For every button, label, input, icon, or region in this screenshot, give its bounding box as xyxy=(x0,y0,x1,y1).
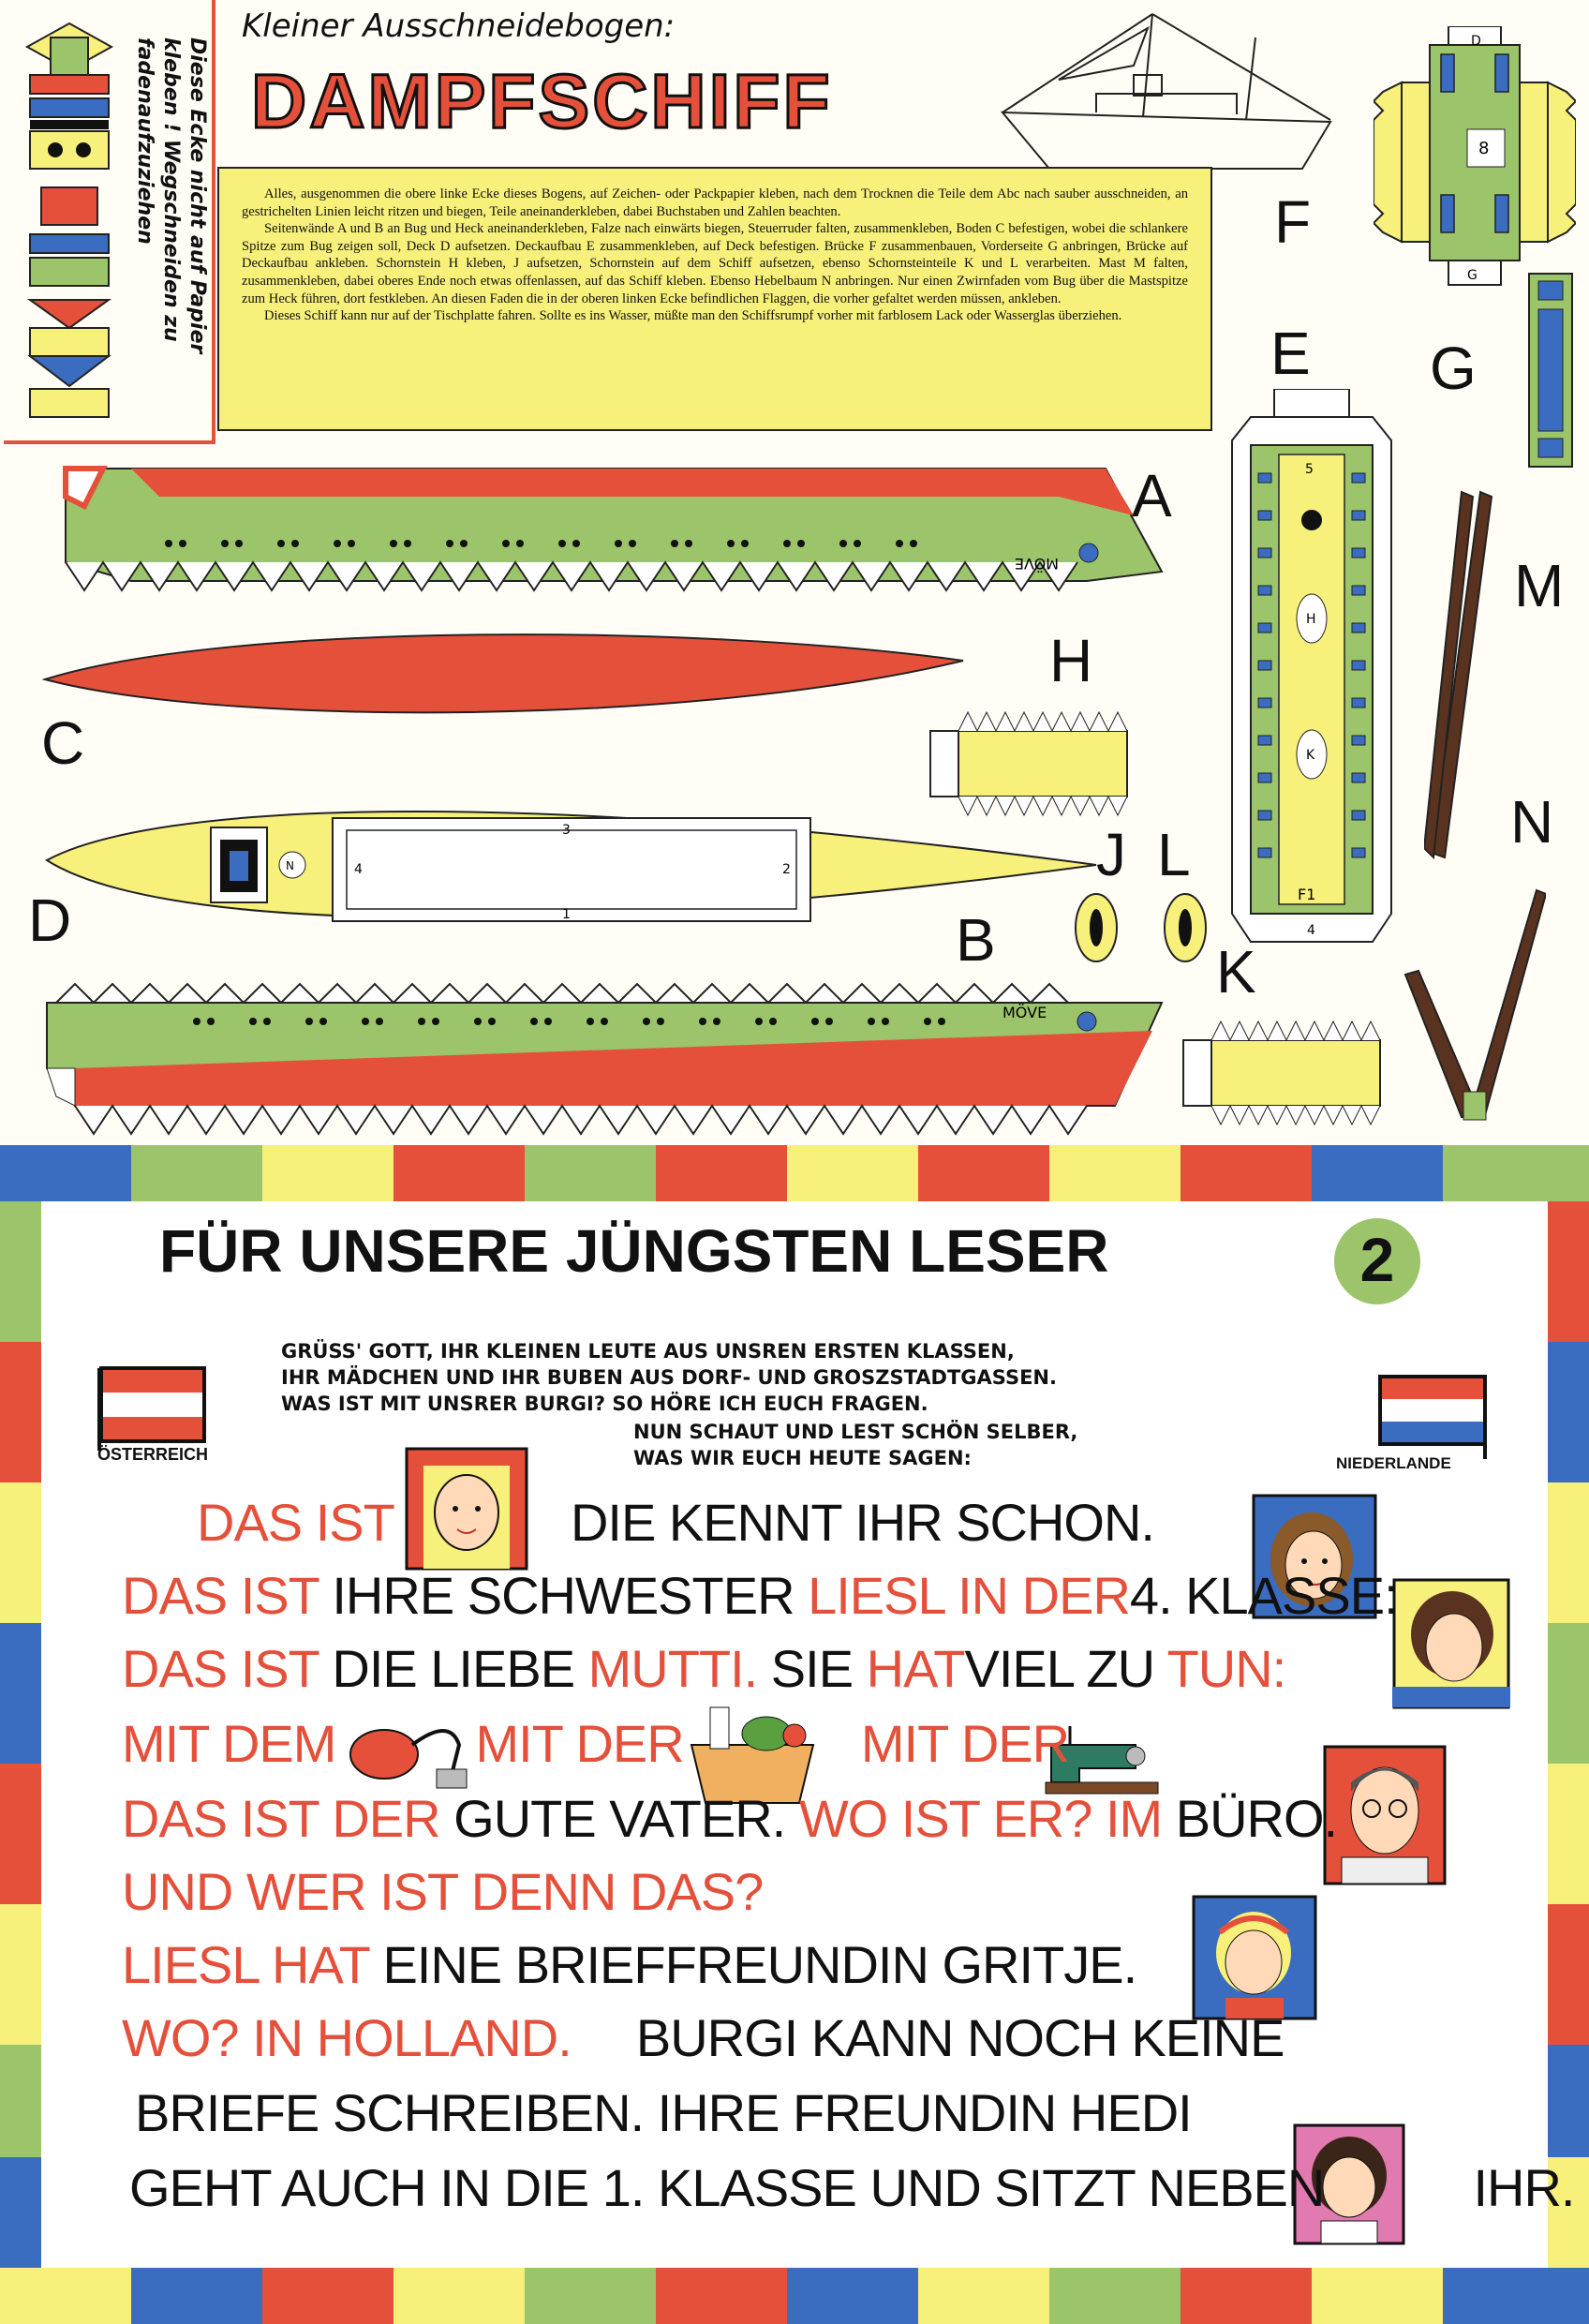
part-f-bridge xyxy=(1374,26,1576,298)
flag-netherlands-label: NIEDERLANDE xyxy=(1336,1454,1451,1472)
e-mark-f1: F1 xyxy=(1298,886,1316,903)
flag-strip xyxy=(22,19,116,422)
label-b: B xyxy=(956,906,996,974)
part-n-boom xyxy=(1396,881,1546,1125)
line-9-part-a: BRIEFE SCHREIBEN. IHRE FREUNDIN HEDI xyxy=(135,2083,1192,2142)
part-k-chimney xyxy=(1176,1012,1391,1134)
line-2-part-b: IHRE SCHWESTER xyxy=(332,1566,794,1625)
part-b-side-wall xyxy=(37,975,1190,1143)
part-e-superstructure xyxy=(1223,389,1401,951)
intro-line-4: NUN SCHAUT UND LEST SCHÖN SELBER, xyxy=(633,1421,1078,1443)
instructions-paragraph-1: Alles, ausgenommen die obere linke Ecke dieses Bogens, auf Zeichen- oder Packpapier kleben, nach dem Trocknen die Teile dem Abc nach sauber ausschneiden, an gestrichelten Linien leicht ritzen und biegen, Teile aneinanderkleben, dabei Buchstaben und Zahlen beachten. xyxy=(242,186,1188,219)
line-8-part-a: WO? IN HOLLAND. xyxy=(122,2008,572,2067)
reading-text xyxy=(122,1492,1575,2270)
line-2 xyxy=(122,1565,1398,1626)
label-j: J xyxy=(1096,821,1126,888)
flag-austria xyxy=(94,1366,215,1451)
line-3-part-g: TUN: xyxy=(1166,1639,1286,1698)
line-4-part-b: MIT DER xyxy=(475,1714,684,1773)
line-10-part-b: IHR. xyxy=(1473,2158,1575,2217)
d-mark-1: 1 xyxy=(562,907,571,922)
e-mark-top: 5 xyxy=(1305,462,1314,477)
d-mark-4: 4 xyxy=(354,862,363,877)
corner-note: Diese Ecke nicht auf Papier kleben ! Wegschneiden zu fadenaufzuziehen xyxy=(133,37,209,354)
line-1 xyxy=(197,1492,1154,1553)
line-7-part-a: LIESL HAT xyxy=(122,1935,369,1994)
intro-line-3: WAS IST MIT UNSRER BURGI? SO HÖRE ICH EUCH FRAGEN. xyxy=(281,1393,928,1415)
line-6-part-a: UND WER IST DENN DAS? xyxy=(122,1862,764,1921)
steamship-illustration xyxy=(993,9,1349,178)
flag-netherlands xyxy=(1373,1375,1494,1459)
part-l-cap xyxy=(1162,890,1209,965)
line-4 xyxy=(122,1713,1069,1774)
part-g-front xyxy=(1527,272,1574,469)
part-a-side-wall xyxy=(47,459,1171,609)
line-7 xyxy=(122,1934,1136,1995)
cutout-sheet xyxy=(0,0,1589,1143)
part-d-deck xyxy=(37,776,1106,963)
line-4-part-c: MIT DER xyxy=(860,1714,1070,1773)
line-5-part-c: WO IST ER? IM xyxy=(798,1789,1163,1848)
label-l: L xyxy=(1157,821,1191,888)
part-j-cap xyxy=(1073,890,1120,965)
line-2-part-a: DAS IST xyxy=(122,1566,319,1625)
line-2-part-d: 4. KLASSE: xyxy=(1129,1566,1398,1625)
reader-section xyxy=(0,1145,1589,2324)
f-mark-bottom: G xyxy=(1467,268,1478,283)
line-6 xyxy=(122,1861,763,1922)
reader-number-badge xyxy=(1334,1218,1420,1304)
d-mark-3: 3 xyxy=(562,823,571,838)
e-mark-k: K xyxy=(1306,748,1315,763)
instructions-paragraph-3: Dieses Schiff kann nur auf der Tischplatte fahren. Sollte es ins Wasser, müßte man den Schiffsrumpf vorher mit farblosem Lack oder Wasserglas überziehen. xyxy=(264,308,1122,324)
line-3-part-a: DAS IST xyxy=(122,1639,319,1698)
sheet-subtitle: Kleiner Ausschneidebogen: xyxy=(242,7,676,45)
line-10-part-a: GEHT AUCH IN DIE 1. KLASSE UND SITZT NEBEN xyxy=(129,2158,1325,2217)
d-mark-2: 2 xyxy=(782,862,791,877)
f-mark-num: 8 xyxy=(1478,139,1490,158)
line-3 xyxy=(122,1638,1285,1699)
instructions-box xyxy=(217,167,1212,431)
label-c: C xyxy=(41,709,85,777)
label-a: A xyxy=(1132,462,1172,529)
line-1-part-a: DAS IST xyxy=(197,1493,394,1552)
line-5 xyxy=(122,1788,1337,1849)
line-9 xyxy=(135,2082,1192,2143)
label-d: D xyxy=(28,886,72,954)
label-f: F xyxy=(1274,188,1312,256)
flag-austria-label: ÖSTERREICH xyxy=(97,1445,209,1464)
line-3-part-b: DIE LIEBE xyxy=(332,1639,575,1698)
line-5-part-d: BÜRO. xyxy=(1175,1789,1338,1848)
line-4-part-a: MIT DEM xyxy=(122,1714,336,1773)
instructions-paragraph-2: Seitenwände A und B an Bug und Heck aneinanderkleben, Falze nach einwärts biegen, Steuerruder falten, zusammenkleben, Boden C befestigen, wobei die schlankere Spitze zum Bug zeigen soll, Deck D aufsetzen. Deckaufbau E zusammenkleben, auf Deck befestigen. Brücke F zusammenbauen, Vorderseite G anbringen, Brücke auf Deckaufbau ankleben. Schornstein H kleben, J aufsetzen, Schornstein auf dem Schiff aufsetzen, ebenso Schornsteinteile K und L verarbeiten. Mast M falten, zusammenkleben, dabei oberes Ende noch etwas offenlassen, auf das Schiff kleben. Ebenso Hebelbaum N anbringen. Nur einen Zwirnfaden vom Bug über die Mastspitze zum Heck führen, dort festkleben. An diesen Faden die in der oberen linken Ecke befindlichen Flaggen, die vorher gefaltet werden müssen, ankleben. xyxy=(242,221,1188,306)
line-7-part-b: EINE BRIEFFREUNDIN GRITJE. xyxy=(382,1935,1137,1994)
hull-name-a: MÖVE xyxy=(1014,555,1059,573)
line-3-part-d: SIE xyxy=(770,1639,854,1698)
line-1-part-b: DIE KENNT IHR SCHON. xyxy=(570,1493,1154,1552)
reader-title: FÜR UNSERE JÜNGSTEN LESER xyxy=(159,1217,1109,1285)
line-10 xyxy=(129,2157,1574,2218)
e-mark-4: 4 xyxy=(1307,923,1315,938)
f-mark-top: D xyxy=(1471,34,1481,49)
line-3-part-c: MUTTI. xyxy=(587,1639,758,1698)
label-e: E xyxy=(1270,320,1311,387)
part-c-bottom xyxy=(36,618,973,731)
line-2-part-c: LIESL IN DER xyxy=(808,1566,1130,1625)
line-3-part-f: VIEL ZU xyxy=(964,1639,1155,1698)
part-m-mast xyxy=(1424,487,1499,862)
intro-line-2: IHR MÄDCHEN UND IHR BUBEN AUS DORF- UND GROSZSTADTGASSEN. xyxy=(281,1366,1057,1389)
label-m: M xyxy=(1514,552,1565,619)
line-5-part-b: GUTE VATER. xyxy=(453,1789,786,1848)
hull-name-b: MÖVE xyxy=(1002,1004,1047,1021)
label-g: G xyxy=(1430,335,1477,402)
d-mark-n: N xyxy=(286,859,294,872)
intro-line-1: GRÜSS' GOTT, IHR KLEINEN LEUTE AUS UNSREN ERSTEN KLASSEN, xyxy=(281,1340,1015,1363)
intro-line-5: WAS WIR EUCH HEUTE SAGEN: xyxy=(633,1447,972,1469)
label-k: K xyxy=(1216,938,1256,1006)
label-h: H xyxy=(1049,627,1093,694)
reader-number: 2 xyxy=(1359,1225,1395,1294)
label-n: N xyxy=(1510,788,1554,856)
line-3-part-e: HAT xyxy=(866,1639,965,1698)
line-8-part-b: BURGI KANN NOCH KEINE xyxy=(635,2008,1285,2067)
e-mark-h: H xyxy=(1306,612,1316,627)
corner-flags-panel xyxy=(4,0,215,444)
line-5-part-a: DAS IST DER xyxy=(122,1789,440,1848)
line-8 xyxy=(122,2007,1284,2068)
sheet-title: DAMPFSCHIFF xyxy=(251,59,833,144)
